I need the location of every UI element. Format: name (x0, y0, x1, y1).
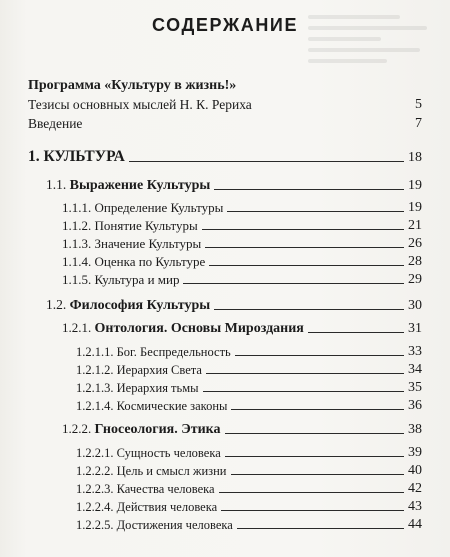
toc-entry-label: Введение (28, 116, 83, 131)
leader-line (231, 409, 404, 410)
toc-section[interactable] (46, 176, 422, 194)
toc-page-number: 43 (408, 499, 422, 514)
leader-line (214, 309, 404, 310)
toc-page-number: 28 (408, 254, 422, 269)
toc-page-number: 40 (408, 463, 422, 478)
toc-subsection[interactable] (62, 420, 422, 438)
leader-line (205, 247, 404, 248)
toc-page-number: 39 (408, 445, 422, 460)
toc-entry-label: 1. КУЛЬТУРА (28, 148, 125, 165)
leader-line (183, 283, 404, 284)
leader-line (227, 211, 404, 212)
toc-page-number: 30 (408, 298, 422, 313)
toc-page-number: 36 (408, 398, 422, 413)
page-title: СОДЕРЖАНИЕ (151, 15, 299, 35)
toc-entry-label: 1.2.2.1. Сущность человека (76, 446, 221, 460)
toc-item[interactable] (76, 396, 422, 414)
toc-entry-label: 1.1. Выражение Культуры (46, 177, 211, 193)
toc-page-number: 44 (408, 517, 422, 532)
leader-line (202, 229, 404, 230)
toc-item[interactable] (76, 342, 422, 360)
toc-chapter[interactable] (28, 148, 422, 166)
toc-page-number: 19 (408, 200, 422, 215)
toc-entry-label: Тезисы основных мыслей Н. К. Рериха (28, 97, 252, 112)
toc-item[interactable] (76, 443, 422, 461)
toc-entry-label: 1.2.1.4. Космические законы (76, 399, 228, 413)
toc-entry-label: 1.2.1.3. Иерархия тьмы (76, 381, 199, 395)
leader-line (214, 189, 404, 190)
toc-page-number: 33 (408, 344, 422, 359)
program-heading: Программа «Культуру в жизнь!» (28, 78, 237, 93)
toc-section[interactable] (46, 296, 422, 314)
toc-entry-label: 1.1.5. Культура и мир (62, 272, 180, 287)
toc-subsection[interactable] (62, 319, 422, 337)
toc-entry-label: 1.1.2. Понятие Культуры (62, 218, 198, 233)
toc-subsection[interactable] (62, 270, 422, 288)
leader-line (235, 355, 404, 356)
toc-page-number: 31 (408, 321, 422, 336)
toc-page-number: 21 (408, 218, 422, 233)
toc-page-number: 35 (408, 380, 422, 395)
leader-line (221, 510, 404, 511)
toc-page-number: 34 (408, 362, 422, 377)
toc-entry-label: 1.2.1.1. Бог. Беспредельность (76, 345, 231, 359)
toc-item[interactable] (76, 497, 422, 515)
toc-entry-label: 1.2.1.2. Иерархия Света (76, 363, 202, 377)
toc-page-number: 38 (408, 422, 422, 437)
toc-item[interactable] (76, 515, 422, 533)
toc-item[interactable] (76, 461, 422, 479)
toc-entry[interactable] (28, 114, 422, 132)
leader-line (225, 456, 404, 457)
toc-page-number: 29 (408, 272, 422, 287)
leader-line (231, 474, 405, 475)
toc-page-number: 42 (408, 481, 422, 496)
toc-subsection[interactable] (62, 198, 422, 216)
leader-line (203, 391, 404, 392)
toc-subsection[interactable] (62, 234, 422, 252)
toc-page-number: 18 (408, 150, 422, 165)
toc-entry[interactable] (28, 95, 422, 113)
toc-entry-label: 1.2.2. Гносеология. Этика (62, 421, 221, 437)
toc-entry-label: 1.2.2.5. Достижения человека (76, 518, 233, 532)
toc-page-number: 7 (415, 116, 422, 131)
toc-item[interactable] (76, 378, 422, 396)
leader-line (225, 433, 405, 434)
toc-page-number: 5 (415, 97, 422, 112)
toc-entry-label: 1.2.2.3. Качества человека (76, 482, 215, 496)
toc-entry-label: 1.2.2.4. Действия человека (76, 500, 218, 514)
leader-line (209, 265, 404, 266)
toc-item[interactable] (76, 360, 422, 378)
toc-entry-label: 1.2. Философия Культуры (46, 297, 211, 313)
toc-subsection[interactable] (62, 252, 422, 270)
toc-entry-label: 1.1.4. Оценка по Культуре (62, 254, 206, 269)
leader-line (129, 161, 404, 162)
leader-line (219, 492, 404, 493)
toc-subsection[interactable] (62, 216, 422, 234)
leader-line (237, 528, 404, 529)
toc-page-number: 26 (408, 236, 422, 251)
leader-line (308, 332, 404, 333)
toc-page-number: 19 (408, 178, 422, 193)
toc-item[interactable] (76, 479, 422, 497)
toc-entry-label: 1.2.1. Онтология. Основы Мироздания (62, 320, 304, 336)
leader-line (206, 373, 404, 374)
toc-entry-label: 1.1.1. Определение Культуры (62, 200, 224, 215)
toc-entry-label: 1.1.3. Значение Культуры (62, 236, 202, 251)
toc-entry-label: 1.2.2.2. Цель и смысл жизни (76, 464, 227, 478)
